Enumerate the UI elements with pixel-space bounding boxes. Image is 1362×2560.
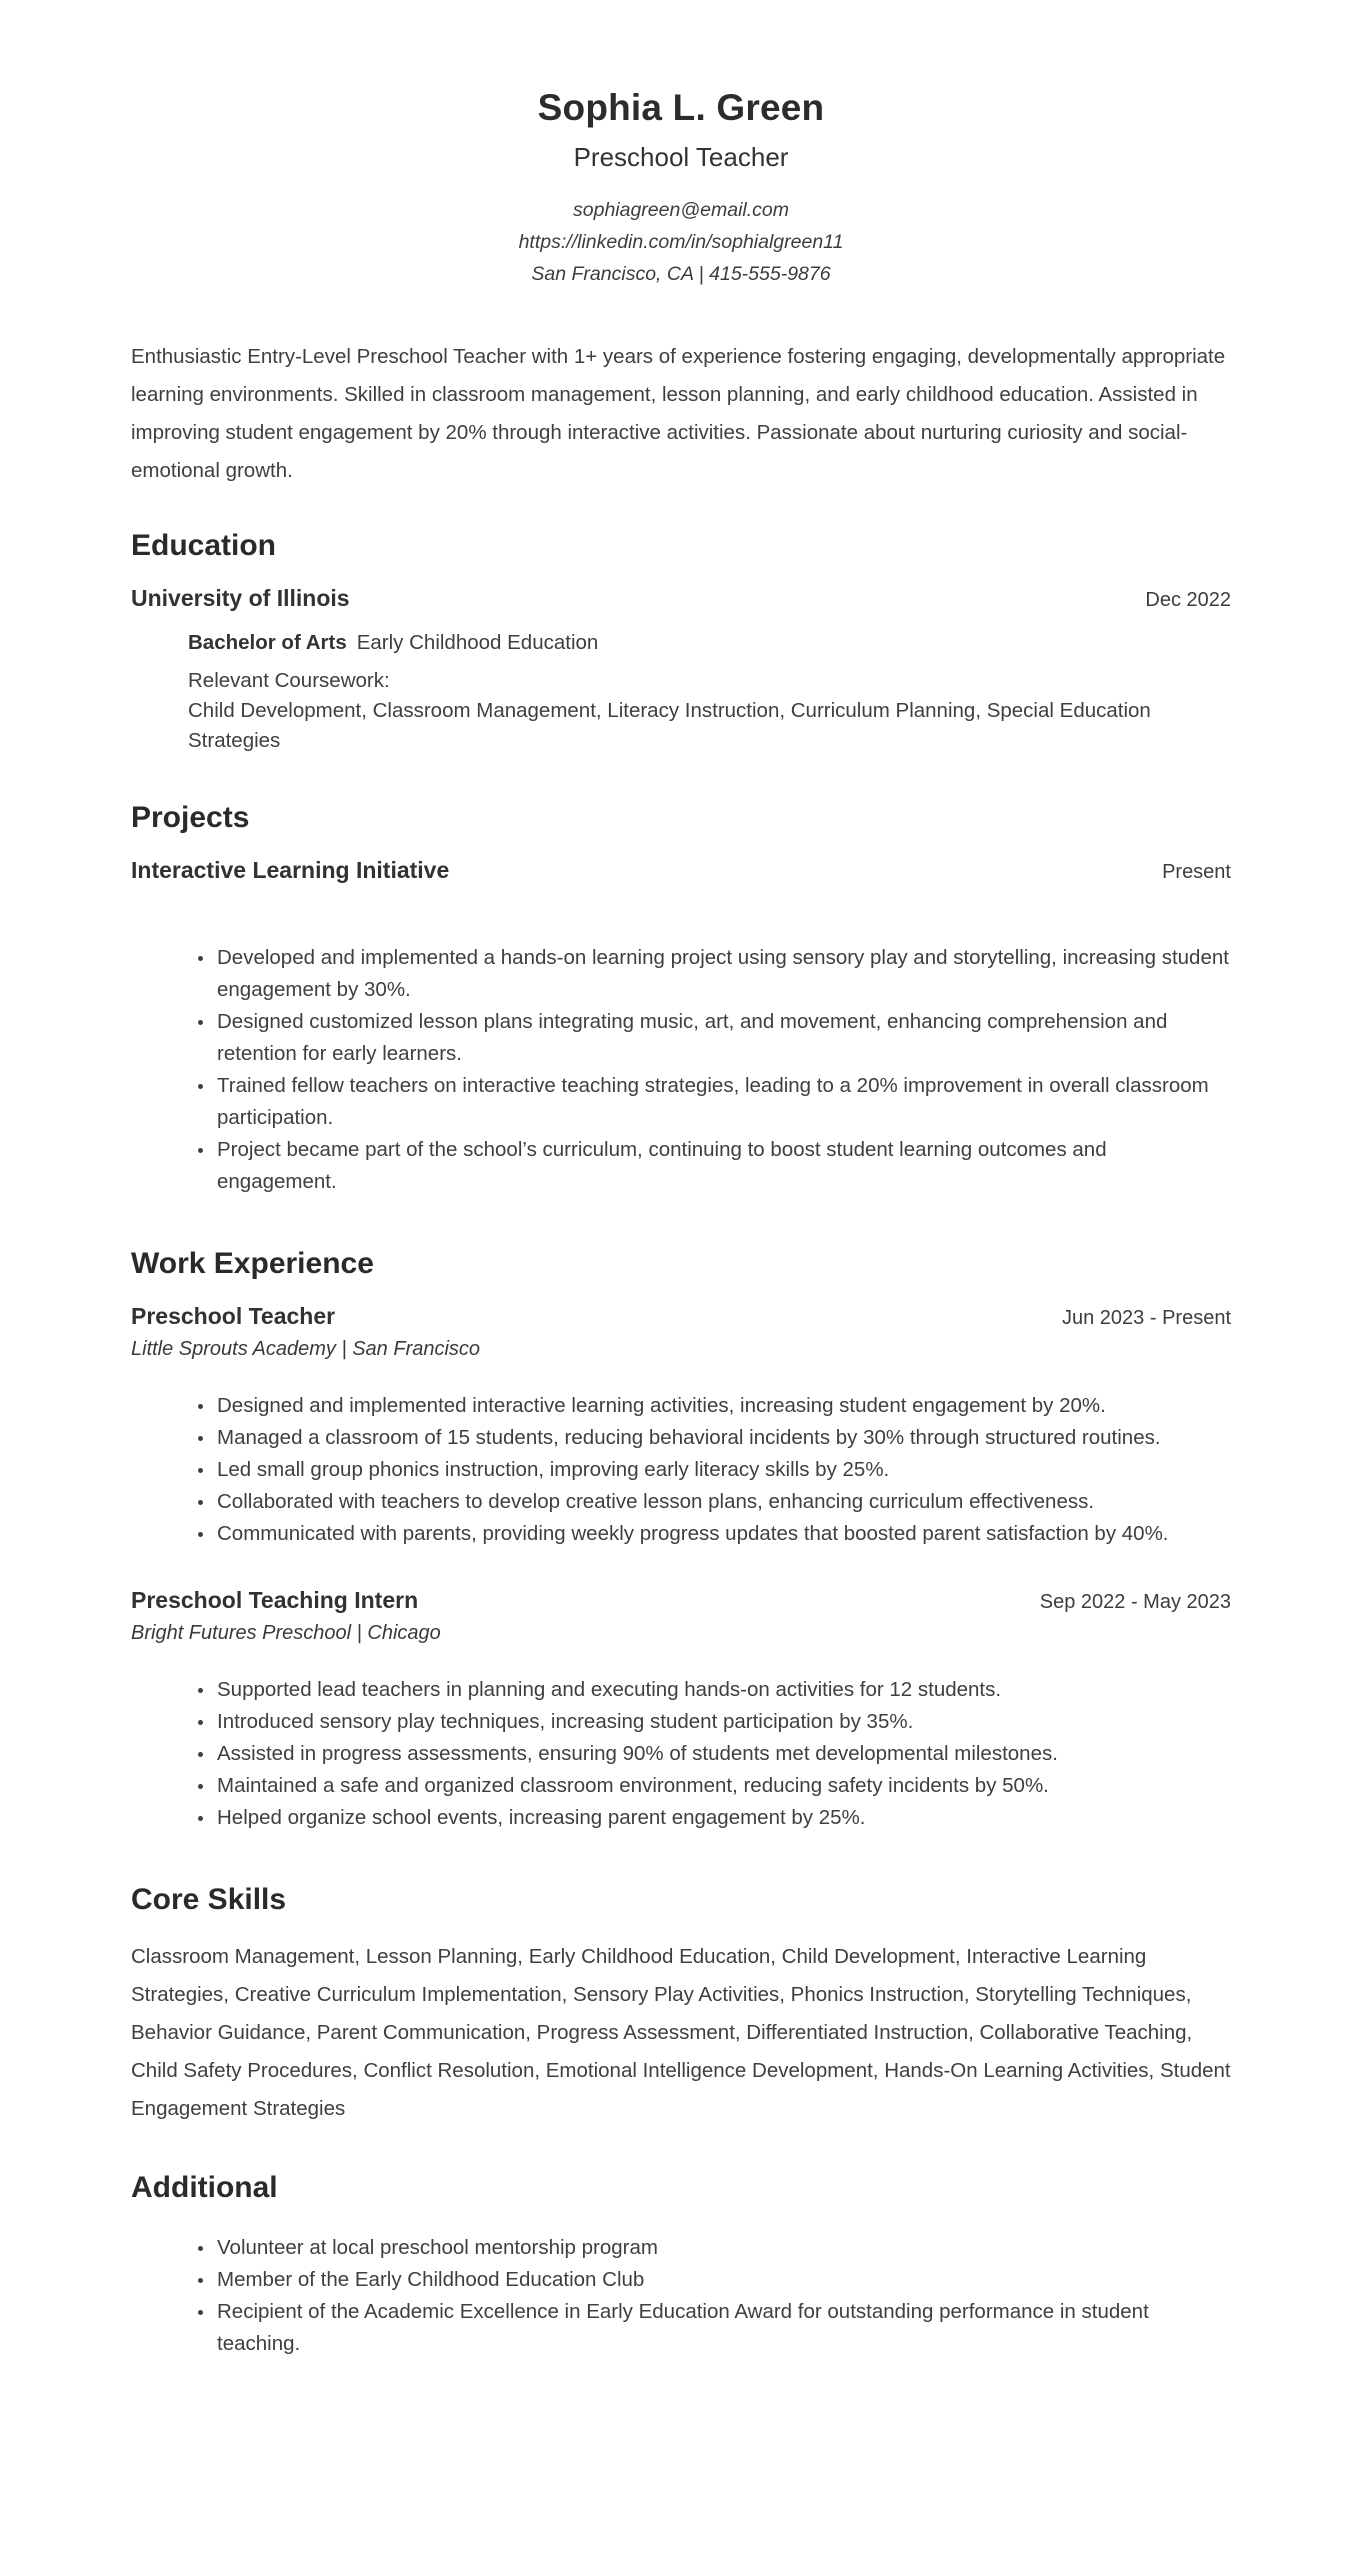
work-entry-header <box>131 1584 1231 1618</box>
skills-paragraph: Classroom Management, Lesson Planning, Early Childhood Education, Child Development, Interactive Learning Strategies, Creative Curriculum Implementation, Sensory Play Activities, Phonics Instruction, Storytelling Techniques, Behavior Guidance, Parent Communication, Progress Assessment, Differentiated Instruction, Collaborative Teaching, Child Safety Procedures, Conflict Resolution, Emotional Intelligence Development, Hands-On Learning Activities, Student Engagement Strategies <box>131 1945 1231 2120</box>
work-bullet-list <box>131 1674 1231 1834</box>
bullet-item: • Project became part of the school’s curriculum, continuing to boost student learning outcomes and engagement. <box>215 1134 1231 1198</box>
education-institution: University of Illinois <box>131 585 350 611</box>
skills-heading: Core Skills <box>131 1883 287 1916</box>
bullet-item: • Led small group phonics instruction, improving early literacy skills by 25%. <box>215 1454 1231 1486</box>
bullet-item: • Volunteer at local preschool mentorship program <box>215 2232 1231 2264</box>
section-work-experience <box>131 1244 1231 1834</box>
work-heading: Work Experience <box>131 1247 374 1280</box>
project-date: Present <box>1162 861 1231 883</box>
degree-field: Early Childhood Education <box>356 631 599 654</box>
coursework-label: Relevant Coursework: <box>188 669 390 692</box>
work-entry <box>131 1584 1231 1834</box>
bullet-item: • Recipient of the Academic Excellence in Early Education Award for outstanding performance in student teaching. <box>215 2296 1231 2360</box>
project-title: Interactive Learning Initiative <box>131 857 450 883</box>
bullet-item: • Maintained a safe and organized classroom environment, reducing safety incidents by 50%. <box>215 1770 1231 1802</box>
bullet-item: • Communicated with parents, providing weekly progress updates that boosted parent satisfaction by 40%. <box>215 1518 1231 1550</box>
contact-email: sophiagreen@email.com <box>573 199 789 221</box>
section-education <box>131 526 1231 756</box>
summary-paragraph: Enthusiastic Entry-Level Preschool Teacher with 1+ years of experience fostering engaging, developmentally appropriate learning environments. Skilled in classroom management, lesson planning, and early childhood education. Assisted in improving student engagement by 20% through interactive activities. Passionate about nurturing curiosity and social-emotional growth. <box>131 345 1226 482</box>
work-entry-header <box>131 1300 1231 1334</box>
degree-name: Bachelor of Arts <box>188 631 347 654</box>
candidate-name: Sophia L. Green <box>537 87 825 128</box>
bullet-item: • Designed and implemented interactive learning activities, increasing student engagement by 20%. <box>215 1390 1231 1422</box>
education-entry-header <box>131 582 1231 616</box>
bullet-item: • Supported lead teachers in planning and executing hands-on activities for 12 students. <box>215 1674 1231 1706</box>
coursework-list: Child Development, Classroom Management, Literacy Instruction, Curriculum Planning, Special Education Strategies <box>188 699 1151 752</box>
work-organization: Little Sprouts Academy | San Francisco <box>131 1338 481 1360</box>
contact-block <box>131 194 1231 290</box>
work-job-title: Preschool Teaching Intern <box>131 1587 419 1613</box>
bullet-item: • Assisted in progress assessments, ensuring 90% of students met developmental milestones. <box>215 1738 1231 1770</box>
project-bullet-list <box>131 942 1231 1198</box>
additional-bullet-list <box>131 2232 1231 2360</box>
education-details <box>131 628 1231 756</box>
work-entry <box>131 1300 1231 1550</box>
bullet-item: • Helped organize school events, increasing parent engagement by 25%. <box>215 1802 1231 1834</box>
bullet-item: • Managed a classroom of 15 students, reducing behavioral incidents by 30% through structured routines. <box>215 1422 1231 1454</box>
section-core-skills <box>131 1880 1231 2128</box>
work-date: Jun 2023 - Present <box>1062 1307 1231 1329</box>
bullet-item: • Designed customized lesson plans integrating music, art, and movement, enhancing comprehension and retention for early learners. <box>215 1006 1231 1070</box>
education-entry <box>131 582 1231 756</box>
work-bullet-list <box>131 1390 1231 1550</box>
projects-heading: Projects <box>131 801 250 834</box>
education-date: Dec 2022 <box>1145 589 1231 611</box>
bullet-item: • Introduced sensory play techniques, increasing student participation by 35%. <box>215 1706 1231 1738</box>
contact-linkedin: https://linkedin.com/in/sophialgreen11 <box>518 231 844 253</box>
resume-header <box>131 84 1231 290</box>
additional-heading: Additional <box>131 2171 278 2204</box>
work-job-title: Preschool Teacher <box>131 1303 336 1329</box>
contact-location-phone: San Francisco, CA | 415-555-9876 <box>531 263 831 285</box>
work-date: Sep 2022 - May 2023 <box>1039 1591 1231 1613</box>
work-organization: Bright Futures Preschool | Chicago <box>131 1622 441 1644</box>
bullet-item: • Trained fellow teachers on interactive teaching strategies, leading to a 20% improvement in overall classroom participation. <box>215 1070 1231 1134</box>
project-entry <box>131 854 1231 1198</box>
project-entry-header <box>131 854 1231 888</box>
bullet-item: • Developed and implemented a hands-on learning project using sensory play and storytelling, increasing student engagement by 30%. <box>215 942 1231 1006</box>
section-additional <box>131 2168 1231 2360</box>
candidate-title: Preschool Teacher <box>573 142 789 172</box>
education-heading: Education <box>131 529 277 562</box>
degree-line <box>188 628 1231 658</box>
project-organization <box>131 888 1231 916</box>
section-projects <box>131 798 1231 1198</box>
bullet-item: • Member of the Early Childhood Education Club <box>215 2264 1231 2296</box>
bullet-item: • Collaborated with teachers to develop creative lesson plans, enhancing curriculum effectiveness. <box>215 1486 1231 1518</box>
resume-page <box>131 0 1231 2360</box>
